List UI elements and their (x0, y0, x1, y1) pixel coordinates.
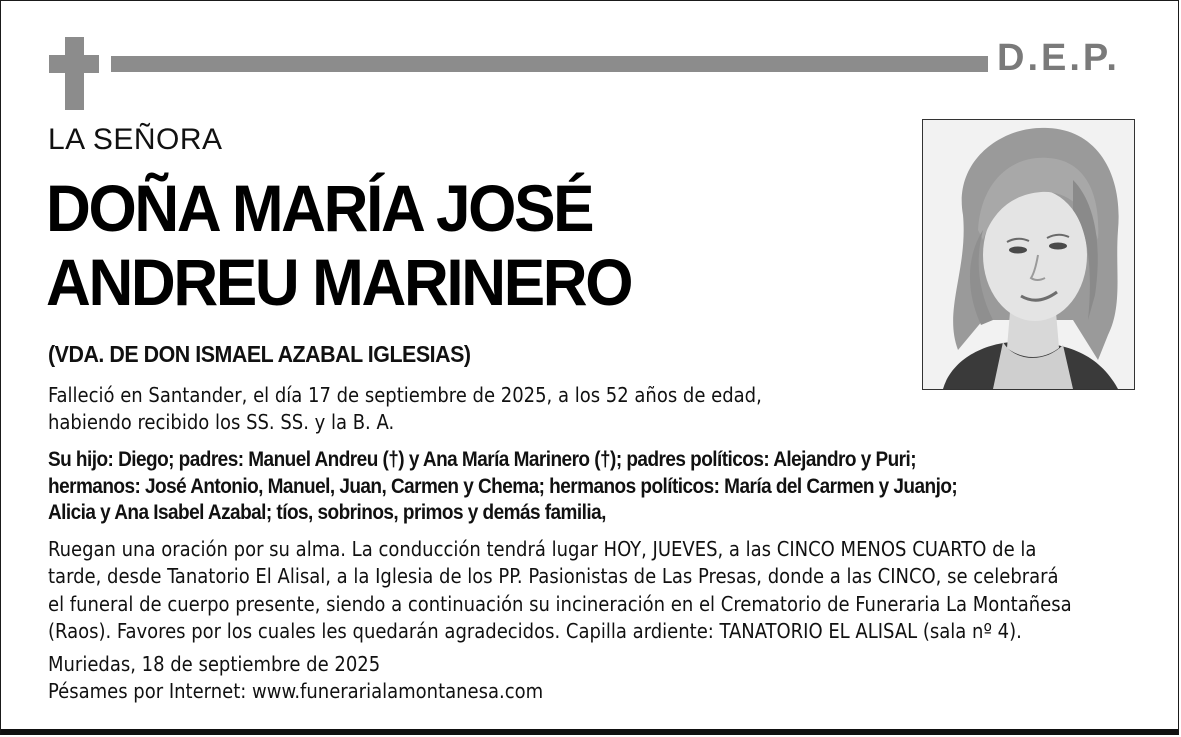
cross-icon (65, 37, 84, 110)
deceased-name (46, 171, 854, 319)
death-notice-line2: habiendo recibido los SS. SS. y la B. A. (48, 410, 395, 434)
death-notice (48, 382, 928, 436)
footer (48, 651, 848, 705)
portrait-image (923, 120, 1134, 389)
family-list (48, 447, 1062, 527)
header-rule (111, 56, 988, 72)
funeral-line1: Ruegan una oración por su alma. La conducción tendrá lugar HOY, JUEVES, a las CINCO MENOS CUARTO de la (48, 537, 1037, 561)
portrait-photo (922, 119, 1135, 390)
cross-icon-arm (49, 55, 99, 73)
honorific: LA SEÑORA (48, 123, 223, 156)
condolences-url[interactable]: Pésames por Internet: www.funerarialamontanesa.com (48, 679, 544, 703)
deceased-name-line1: DOÑA MARÍA JOSÉ (46, 171, 593, 245)
family-line3: Alicia y Ana Isabel Azabal; tíos, sobrinos, primos y demás familia, (48, 501, 606, 524)
family-line2: hermanos: José Antonio, Manuel, Juan, Carmen y Chema; hermanos políticos: María del Carmen y Juanjo; (48, 474, 958, 498)
family-line1: Su hijo: Diego; padres: Manuel Andreu (†) y Ana María Marinero (†); padres políticos: Alejandro y Puri; (48, 448, 917, 471)
funeral-details (48, 536, 1178, 645)
place-date: Muriedas, 18 de septiembre de 2025 (48, 652, 381, 676)
deceased-name-line2: ANDREU MARINERO (46, 245, 632, 319)
widow-of: (VDA. DE DON ISMAEL AZABAL IGLESIAS) (48, 341, 471, 367)
death-notice-line1: Falleció en Santander, el día 17 de septiembre de 2025, a los 52 años de edad, (48, 383, 762, 407)
funeral-line4: (Raos). Favores por los cuales les quedarán agradecidos. Capilla ardiente: TANATORIO EL ALISAL (sala nº 4). (48, 618, 1022, 643)
funeral-line2: tarde, desde Tanatorio El Alisal, a la Iglesia de los PP. Pasionistas de Las Presas, donde a las CINCO, se celebrará (48, 564, 1059, 589)
dep-label: D.E.P. (997, 37, 1120, 79)
funeral-line3: el funeral de cuerpo presente, siendo a continuación su incineración en el Crematorio de Funeraria La Montañesa (48, 591, 1072, 616)
